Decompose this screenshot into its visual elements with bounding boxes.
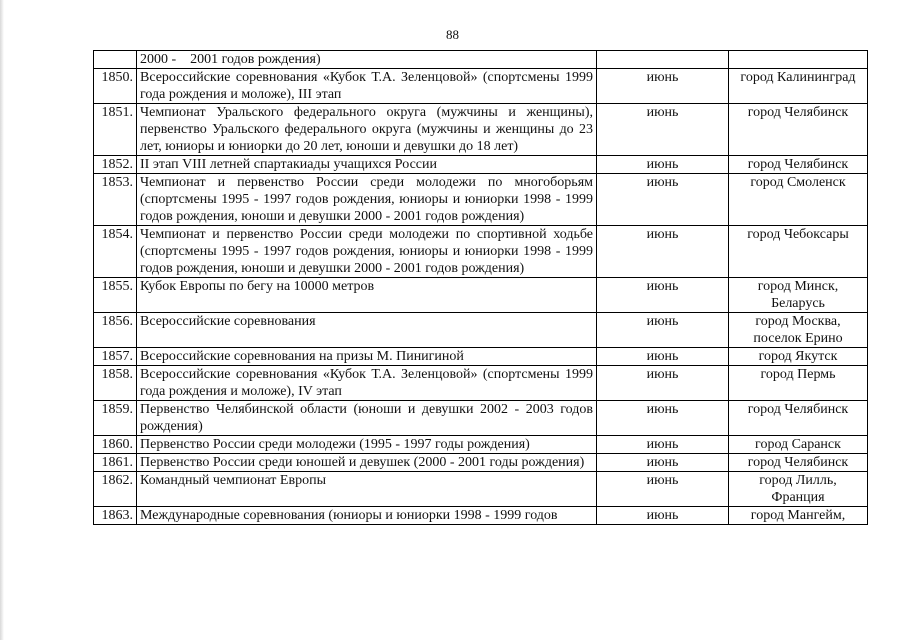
event-month: июнь — [597, 436, 729, 454]
event-name: Всероссийские соревнования на призы М. Пинигиной — [137, 348, 597, 366]
table-row — [94, 436, 868, 454]
event-month: июнь — [597, 313, 729, 348]
event-name: Командный чемпионат Европы — [137, 472, 597, 507]
event-number: 1853. — [94, 174, 137, 226]
event-number: 1861. — [94, 454, 137, 472]
event-name: Международные соревнования (юниоры и юниорки 1998 - 1999 годов — [137, 507, 597, 525]
table-row — [94, 278, 868, 313]
event-name: Всероссийские соревнования «Кубок Т.А. Зеленцовой» (спортсмены 1999 года рождения и моложе), III этап — [137, 69, 597, 104]
event-place: город Саранск — [729, 436, 868, 454]
event-name: Всероссийские соревнования «Кубок Т.А. Зеленцовой» (спортсмены 1999 года рождения и моложе), IV этап — [137, 366, 597, 401]
event-place: город Москва, поселок Ерино — [729, 313, 868, 348]
events-table — [93, 50, 868, 525]
table-row — [94, 401, 868, 436]
event-name: 2000 - 2001 годов рождения) — [137, 51, 597, 69]
table-row — [94, 366, 868, 401]
event-month: июнь — [597, 348, 729, 366]
event-name: Чемпионат Уральского федерального округа (мужчины и женщины), первенство Уральского федерального округа (мужчины и женщины до 23 лет, юниоры и юниорки до 20 лет, юноши и девушки до 18 лет) — [137, 104, 597, 156]
event-month: июнь — [597, 156, 729, 174]
event-number: 1850. — [94, 69, 137, 104]
table-row — [94, 174, 868, 226]
event-place: город Мангейм, — [729, 507, 868, 525]
event-month — [597, 51, 729, 69]
event-number: 1854. — [94, 226, 137, 278]
event-number — [94, 51, 137, 69]
event-month: июнь — [597, 507, 729, 525]
continuation-row — [94, 51, 868, 69]
page-number: 88 — [446, 27, 459, 42]
event-name: II этап VIII летней спартакиады учащихся России — [137, 156, 597, 174]
table-row — [94, 507, 868, 525]
event-number: 1851. — [94, 104, 137, 156]
event-month: июнь — [597, 226, 729, 278]
event-place: город Челябинск — [729, 104, 868, 156]
event-place: город Челябинск — [729, 401, 868, 436]
event-number: 1859. — [94, 401, 137, 436]
event-name: Кубок Европы по бегу на 10000 метров — [137, 278, 597, 313]
event-number: 1855. — [94, 278, 137, 313]
table-row — [94, 348, 868, 366]
table-row — [94, 156, 868, 174]
event-name: Чемпионат и первенство России среди молодежи по спортивной ходьбе (спортсмены 1995 - 1997 годов рождения, юниоры и юниорки 1998 - 1999 годов рождения, юноши и девушки 2000 - 2001 годов рождения) — [137, 226, 597, 278]
event-name: Чемпионат и первенство России среди молодежи по многоборьям (спортсмены 1995 - 1997 годов рождения, юниоры и юниорки 1998 - 1999 годов рождения, юноши и девушки 2000 - 2001 годов рождения) — [137, 174, 597, 226]
event-month: июнь — [597, 401, 729, 436]
event-name: Первенство России среди молодежи (1995 - 1997 годы рождения) — [137, 436, 597, 454]
event-name: Всероссийские соревнования — [137, 313, 597, 348]
table-row — [94, 104, 868, 156]
table-row — [94, 454, 868, 472]
table-row — [94, 69, 868, 104]
event-name: Первенство России среди юношей и девушек (2000 - 2001 годы рождения) — [137, 454, 597, 472]
event-place: город Пермь — [729, 366, 868, 401]
event-number: 1858. — [94, 366, 137, 401]
event-month: июнь — [597, 278, 729, 313]
event-month: июнь — [597, 104, 729, 156]
events-table-body — [94, 51, 868, 525]
table-row — [94, 226, 868, 278]
event-number: 1862. — [94, 472, 137, 507]
event-month: июнь — [597, 69, 729, 104]
event-place: город Калининград — [729, 69, 868, 104]
event-number: 1863. — [94, 507, 137, 525]
event-name: Первенство Челябинской области (юноши и девушки 2002 - 2003 годов рождения) — [137, 401, 597, 436]
event-place: город Минск, Беларусь — [729, 278, 868, 313]
table-row — [94, 313, 868, 348]
event-place: город Смоленск — [729, 174, 868, 226]
event-number: 1856. — [94, 313, 137, 348]
event-month: июнь — [597, 454, 729, 472]
event-place — [729, 51, 868, 69]
event-place: город Челябинск — [729, 156, 868, 174]
event-number: 1852. — [94, 156, 137, 174]
event-number: 1860. — [94, 436, 137, 454]
event-month: июнь — [597, 472, 729, 507]
event-place: город Якутск — [729, 348, 868, 366]
event-place: город Чебоксары — [729, 226, 868, 278]
event-month: июнь — [597, 366, 729, 401]
event-place: город Челябинск — [729, 454, 868, 472]
event-place: город Лилль, Франция — [729, 472, 868, 507]
event-number: 1857. — [94, 348, 137, 366]
table-row — [94, 472, 868, 507]
event-month: июнь — [597, 174, 729, 226]
scan-edge-shadow — [0, 0, 4, 640]
